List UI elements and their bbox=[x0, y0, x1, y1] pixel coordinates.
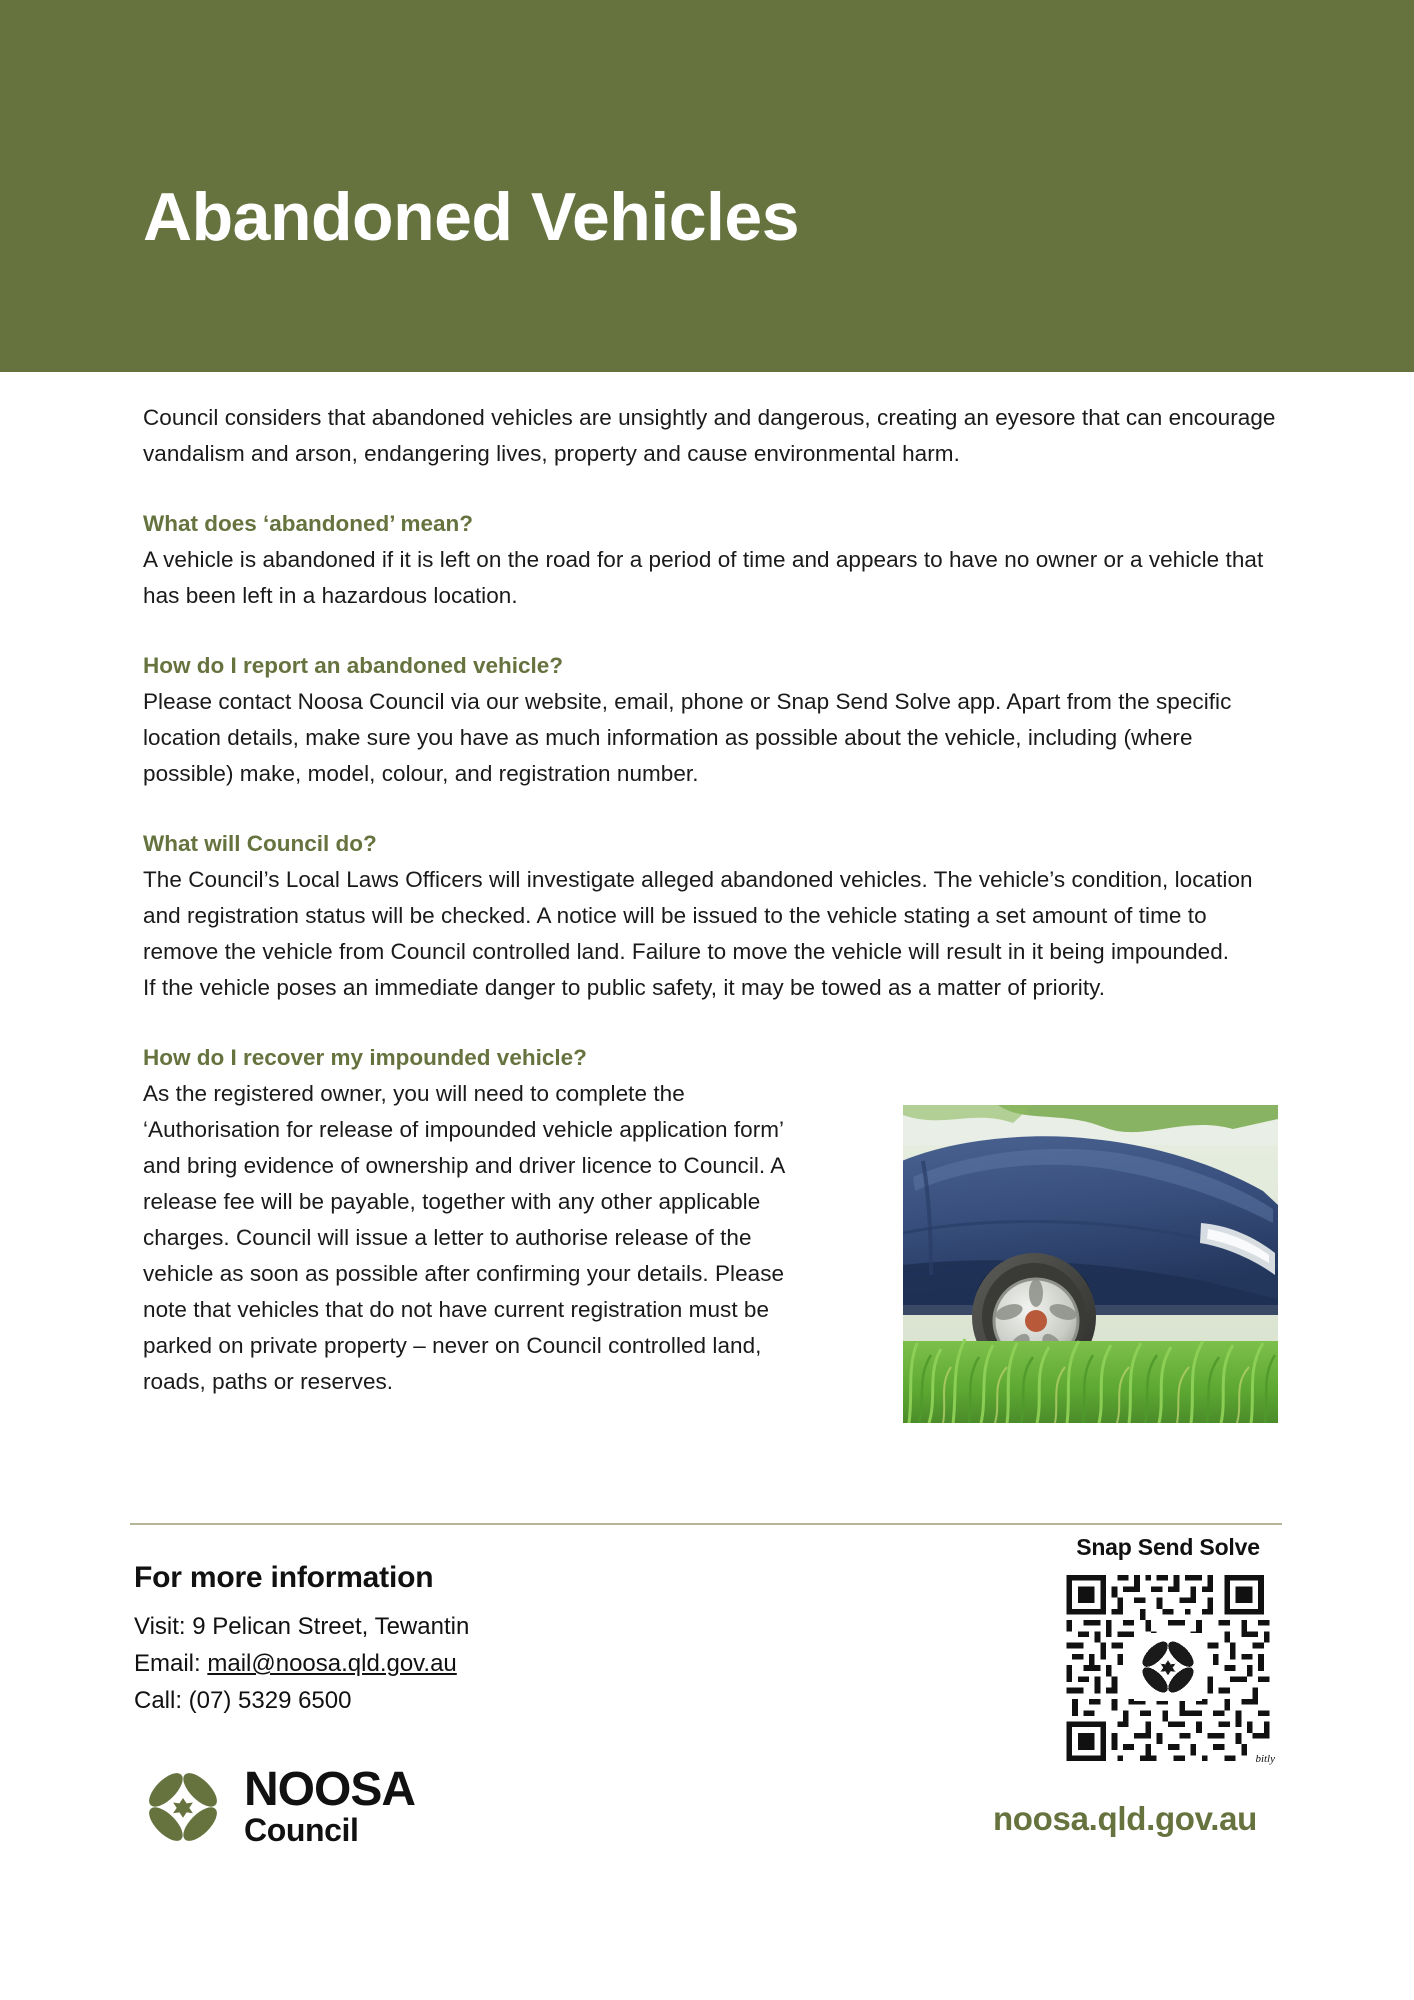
section-body: Please contact Noosa Council via our website, email, phone or Snap Send Solve app. Apart from the specific location details, make sure you have as much information as possible about the vehicle, including (where possible) make, model, colour, and registration number. bbox=[143, 689, 1232, 786]
section-heading: What does ‘abandoned’ mean? bbox=[143, 511, 474, 536]
footer-heading: For more information bbox=[134, 1561, 434, 1594]
snap-send-solve-block bbox=[1052, 1533, 1284, 1763]
footer-email-line bbox=[134, 1645, 734, 1682]
header-band bbox=[0, 0, 1414, 372]
section-body: A vehicle is abandoned if it is left on the road for a period of time and appears to have no owner or a vehicle that has been left in a hazardous location. bbox=[143, 547, 1264, 608]
logo-wordmark bbox=[244, 1763, 416, 1848]
website-url[interactable]: noosa.qld.gov.au bbox=[992, 1800, 1258, 1837]
footer-visit-line: Visit: 9 Pelican Street, Tewantin bbox=[134, 1613, 470, 1640]
logo-noosa-text: NOOSA bbox=[244, 1763, 416, 1816]
section-abandoned-meaning bbox=[143, 508, 1278, 614]
logo-council-text: Council bbox=[244, 1812, 359, 1848]
section-body-secondary: If the vehicle poses an immediate danger to public safety, it may be towed as a matter of priority. bbox=[143, 975, 1106, 1000]
section-report-vehicle bbox=[143, 650, 1278, 792]
footer-call-line: Call: (07) 5329 6500 bbox=[134, 1687, 352, 1714]
page-title: Abandoned Vehicles bbox=[143, 179, 800, 255]
qr-code-image[interactable] bbox=[1059, 1573, 1277, 1763]
noosa-council-logo bbox=[138, 1762, 415, 1852]
section-council-action bbox=[143, 828, 1278, 1006]
section-heading: How do I report an abandoned vehicle? bbox=[143, 653, 564, 678]
footer-email-label: Email: bbox=[134, 1650, 208, 1677]
email-link[interactable]: mail@noosa.qld.gov.au bbox=[207, 1650, 457, 1677]
section-body: As the registered owner, you will need to complete the ‘Authorisation for release of impounded vehicle application form’ and bring evidence of ownership and driver licence to Council. A release fee will be payable, together with any other applicable charges. Council will issue a letter to authorise release of the vehicle as soon as possible after confirming your details. Please note that vehicles that do not have current registration must be parked on private property – never on Council controlled land, roads, paths or reserves. bbox=[143, 1081, 785, 1394]
section-heading: How do I recover my impounded vehicle? bbox=[143, 1045, 587, 1070]
noosa-flower-icon bbox=[138, 1762, 228, 1852]
footer-divider bbox=[130, 1523, 1282, 1525]
qr-caption: Snap Send Solve bbox=[1076, 1534, 1260, 1560]
bitly-watermark: bitly bbox=[1255, 1753, 1275, 1765]
section-body: The Council’s Local Laws Officers will investigate alleged abandoned vehicles. The vehicle’s condition, location and registration status will be checked. A notice will be issued to the vehicle stating a set amount of time to remove the vehicle from Council controlled land. Failure to move the vehicle will result in it being impounded. bbox=[143, 867, 1253, 964]
section-heading: What will Council do? bbox=[143, 831, 377, 856]
photo-illustration bbox=[903, 1105, 1278, 1423]
abandoned-vehicle-photo bbox=[903, 1105, 1278, 1423]
qr-code[interactable] bbox=[1059, 1573, 1277, 1763]
intro-paragraph: Council considers that abandoned vehicles are unsightly and dangerous, creating an eyesore that can encourage vandalism and arson, endangering lives, property and cause environmental harm. bbox=[143, 405, 1276, 466]
contact-block bbox=[134, 1560, 734, 1719]
